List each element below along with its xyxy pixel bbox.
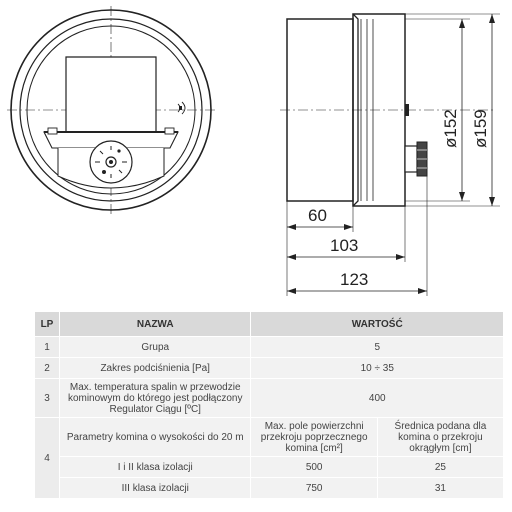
header-lp: LP xyxy=(35,312,59,336)
dim-diam-159-label: ø159 xyxy=(471,109,490,148)
dim-123-label: 123 xyxy=(340,270,369,289)
row-value: 10 ÷ 35 xyxy=(251,358,503,378)
dim-60-label: 60 xyxy=(308,206,327,225)
row-name: I i II klasa izolacji xyxy=(60,457,251,477)
side-view xyxy=(280,14,495,206)
row-name: III klasa izolacji xyxy=(60,478,251,498)
dim-diam-152-label: ø152 xyxy=(441,109,460,148)
row-value-diameter: 31 xyxy=(378,478,503,498)
header-value: WARTOŚĆ xyxy=(251,312,503,336)
front-view xyxy=(7,6,215,214)
row-name: Zakres podciśnienia [Pa] xyxy=(60,358,251,378)
header-name: NAZWA xyxy=(60,312,251,336)
row-name: Grupa xyxy=(60,337,251,357)
table-row xyxy=(35,379,503,417)
row-name: Max. temperatura spalin w przewodzie kominowym do którego jest podłączony Regulator Ciągu [ºC] xyxy=(60,379,251,417)
table-row xyxy=(35,457,503,477)
subheader-diameter: Średnica podana dla komina o przekroju okrągłym [cm] xyxy=(378,418,503,456)
row-value-area: 750 xyxy=(251,478,376,498)
subheader-area: Max. pole powierzchni przekroju poprzecznego komina [cm²] xyxy=(251,418,376,456)
row-name: Parametry komina o wysokości do 20 m xyxy=(60,418,251,456)
table-row xyxy=(35,478,503,498)
table-header-row xyxy=(35,312,503,336)
dimension-lines xyxy=(287,14,500,296)
row-lp: 4 xyxy=(35,418,59,498)
spec-table xyxy=(34,311,504,499)
row-lp: 3 xyxy=(35,379,59,417)
row-value-area: 500 xyxy=(251,457,376,477)
row-lp: 1 xyxy=(35,337,59,357)
dim-103-label: 103 xyxy=(330,236,359,255)
row-lp: 2 xyxy=(35,358,59,378)
row-value: 5 xyxy=(251,337,503,357)
table-row xyxy=(35,337,503,357)
row-value-diameter: 25 xyxy=(378,457,503,477)
table-row xyxy=(35,358,503,378)
row-value: 400 xyxy=(251,379,503,417)
table-row xyxy=(35,418,503,456)
